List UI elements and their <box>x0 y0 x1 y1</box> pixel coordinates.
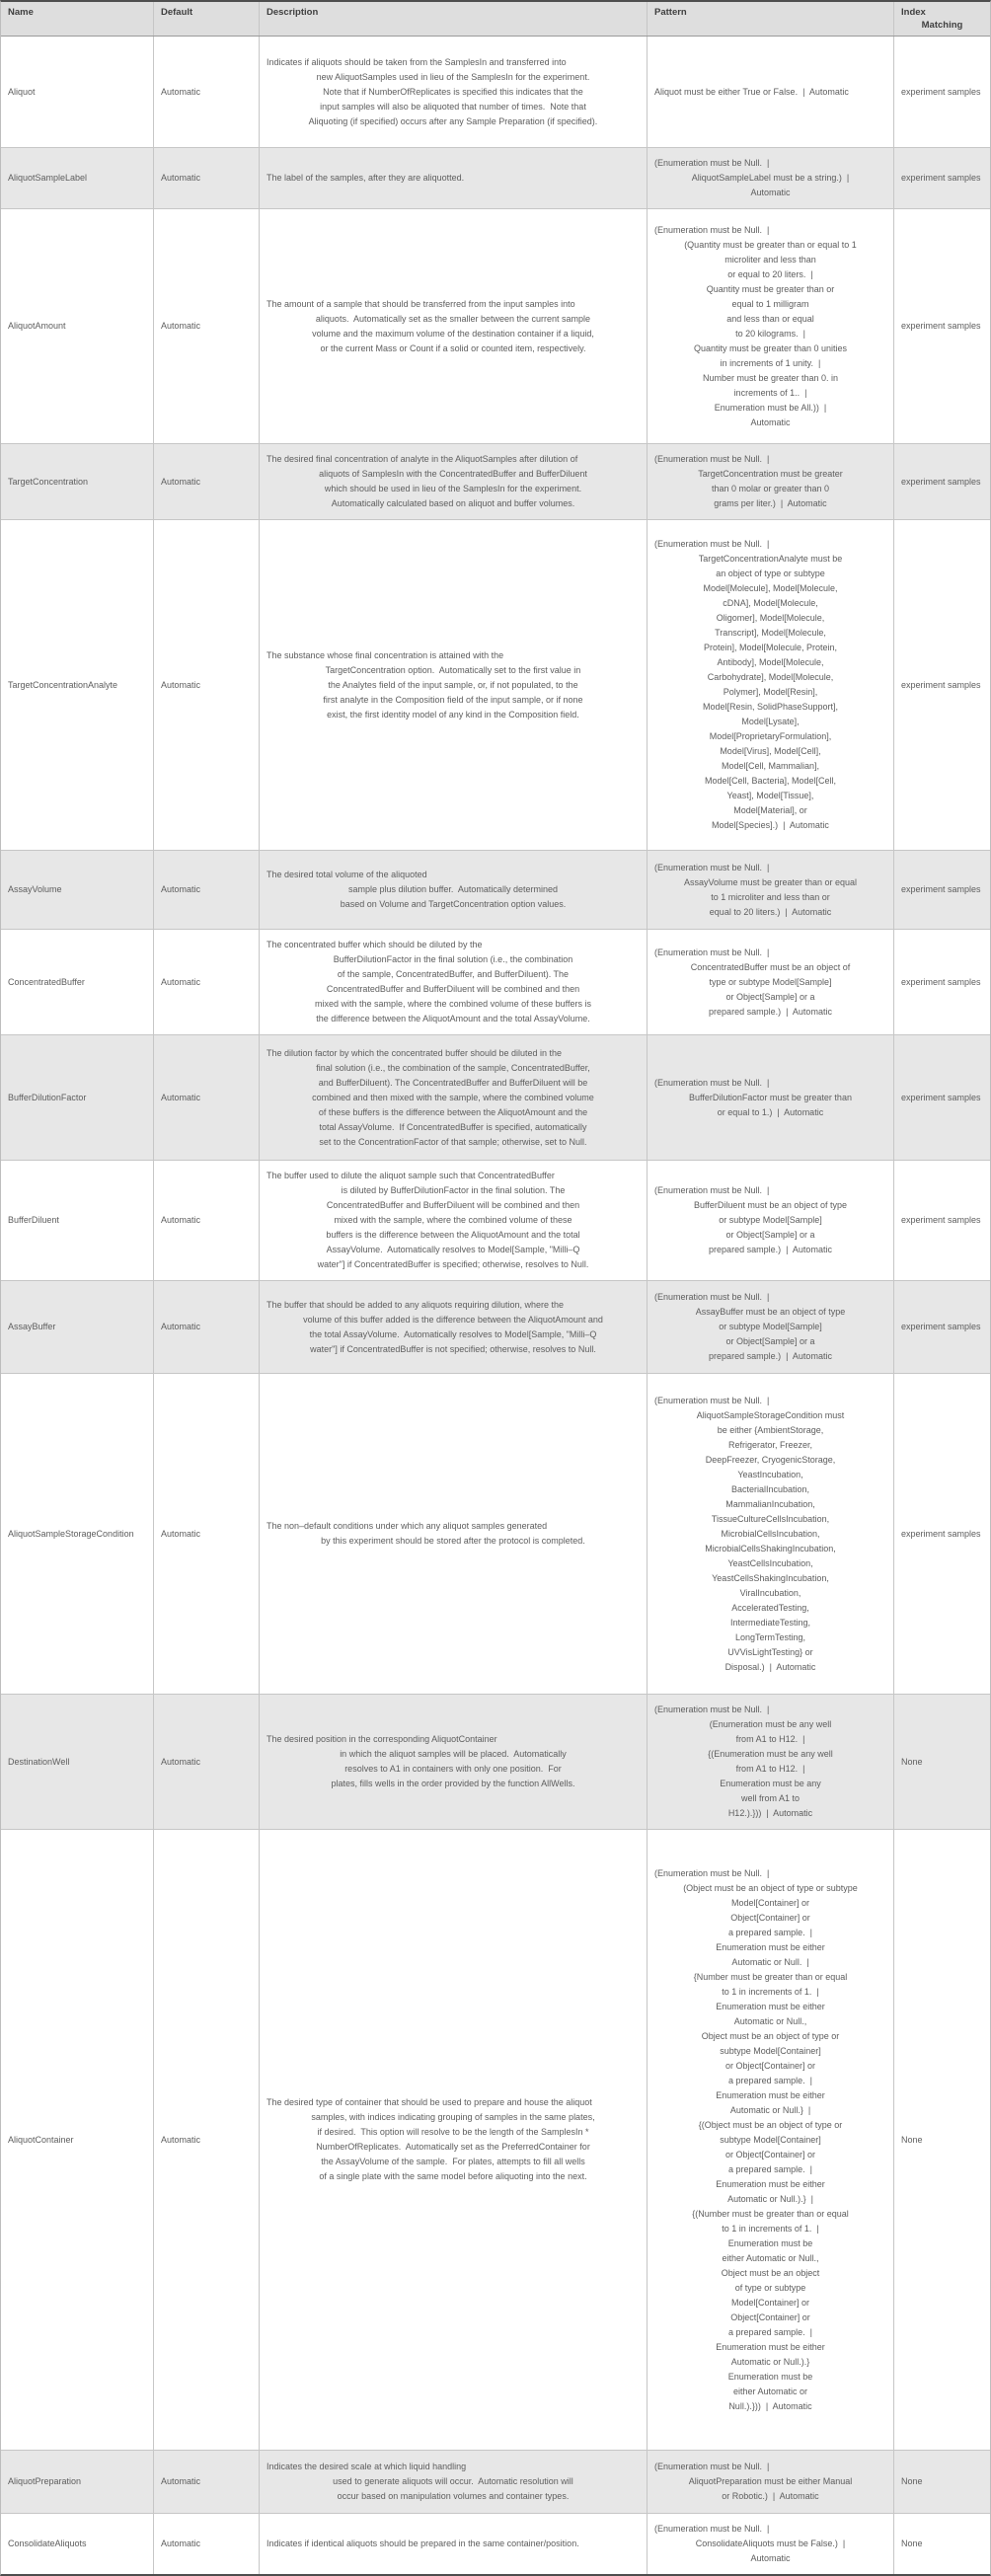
option-name: AliquotSampleStorageCondition <box>1 1374 154 1694</box>
option-description: The substance whose final concentration is attained with the TargetConcentration option. Automatically set to the first value in the Analytes field of the input sample, or, if not populated, to the first analyte in the Composition field of the input sample, or if none exist, the first identity model of any kind in the Composition field. <box>260 520 648 850</box>
option-index-matching: experiment samples <box>901 86 981 97</box>
option-pattern: (Enumeration must be Null. | ConsolidateAliquots must be False.) | Automatic <box>648 2514 894 2574</box>
option-pattern: (Enumeration must be Null. | AliquotSampleLabel must be a string.) | Automatic <box>648 148 894 208</box>
option-index-matching: experiment samples <box>901 173 981 183</box>
option-pattern: (Enumeration must be Null. | AssayBuffer must be an object of type or subtype Model[Sample] or Object[Sample] or a prepared sample.) | Automatic <box>648 1281 894 1373</box>
option-default: Automatic <box>154 2514 260 2574</box>
option-index-matching: None <box>901 2538 923 2548</box>
option-description: The buffer used to dilute the aliquot sample such that ConcentratedBuffer is diluted by BufferDilutionFactor in the final solution. The ConcentratedBuffer and BufferDiluent will be combined and then mixed with the sample, where the combined volume of these buffers is the difference between the AliquotAmount and the total AssayVolume. Automatically resolves to Model[Sample, "Milli–Q water"] if ConcentratedBuffer is specified; otherwise, resolves to Null. <box>260 1161 648 1280</box>
option-name: TargetConcentrationAnalyte <box>1 520 154 850</box>
table-row-aliquotsamplelabel <box>1 148 990 209</box>
option-pattern: (Enumeration must be Null. | AssayVolume must be greater than or equal to 1 microliter and less than or equal to 20 liters.) | Automatic <box>648 851 894 929</box>
option-index-matching: experiment samples <box>901 1215 981 1225</box>
option-name: ConcentratedBuffer <box>1 930 154 1034</box>
option-default: Automatic <box>154 1161 260 1280</box>
header-default: Default <box>154 2 260 36</box>
table-row-assaybuffer <box>1 1281 990 1374</box>
option-description: Indicates if aliquots should be taken from the SamplesIn and transferred into new AliquotSamples used in lieu of the SamplesIn for the experiment. Note that if NumberOfReplicates is specified this indicates that the input samples will also be aliquoted that number of times. Note that Aliquoting (if specified) occurs after any Sample Preparation (if specified). <box>260 37 648 147</box>
option-pattern: Aliquot must be either True or False. | Automatic <box>648 37 894 147</box>
option-description: The desired final concentration of analyte in the AliquotSamples after dilution of aliquots of SamplesIn with the ConcentratedBuffer and BufferDiluent which should be used in lieu of the SamplesIn for the experiment. Automatically calculated based on aliquot and buffer volumes. <box>260 444 648 519</box>
option-description: The desired type of container that should be used to prepare and house the aliquot samples, with indices indicating grouping of samples in the same plates, if desired. This option will resolve to be the length of the SamplesIn * NumberOfReplicates. Automatically set as the PreferredContainer for the AssayVolume of the sample. For plates, attempts to fill all wells of a single plate with the same model before aliquoting into the next. <box>260 1830 648 2450</box>
option-default: Automatic <box>154 148 260 208</box>
option-default: Automatic <box>154 209 260 443</box>
option-default: Automatic <box>154 444 260 519</box>
option-default: Automatic <box>154 1830 260 2450</box>
table-header-row <box>1 2 990 37</box>
option-index-matching: experiment samples <box>901 321 981 331</box>
option-index-matching: None <box>901 1756 923 1767</box>
option-pattern: (Enumeration must be Null. | ConcentratedBuffer must be an object of type or subtype Model[Sample] or Object[Sample] or a prepared sample.) | Automatic <box>648 930 894 1034</box>
table-row-concentratedbuffer <box>1 930 990 1035</box>
option-index-matching: None <box>901 2476 923 2486</box>
option-description: The desired position in the corresponding AliquotContainer in which the aliquot samples will be placed. Automatically resolves to A1 in containers with only one position. For plates, fills wells in the order provided by the function AllWells. <box>260 1695 648 1829</box>
option-description: The buffer that should be added to any aliquots requiring dilution, where the volume of this buffer added is the difference between the AliquotAmount and the total AssayVolume. Automatically resolves to Model[Sample, "Milli–Q water"] if ConcentratedBuffer is not specified; otherwise, resolves to Null. <box>260 1281 648 1373</box>
option-default: Automatic <box>154 1374 260 1694</box>
option-index-matching: experiment samples <box>901 1322 981 1331</box>
option-name: DestinationWell <box>1 1695 154 1829</box>
option-index-matching: experiment samples <box>901 1092 981 1102</box>
option-pattern: (Enumeration must be Null. | TargetConcentrationAnalyte must be an object of type or subtype Model[Molecule], Model[Molecule, cDNA], Model[Molecule, Oligomer], Model[Molecule, Transcript], Model[Molecule, Protein], Model[Molecule, Protein, Antibody], Model[Molecule, Carbohydrate], Model[Molecule, Polymer], Model[Resin], Model[Resin, SolidPhaseSupport], Model[Lysate], Model[ProprietaryFormulation], Model[Virus], Model[Cell], Model[Cell, Mammalian], Model[Cell, Bacteria], Model[Cell, Yeast], Model[Tissue], Model[Material], or Model[Species].) | Automatic <box>648 520 894 850</box>
table-row-targetconcentration <box>1 444 990 520</box>
option-description: The concentrated buffer which should be diluted by the BufferDilutionFactor in the final solution (i.e., the combination of the sample, ConcentratedBuffer, and BufferDiluent). The ConcentratedBuffer and BufferDiluent will be combined and then mixed with the sample, where the combined volume of these buffers is the difference between the AliquotAmount and the total AssayVolume. <box>260 930 648 1034</box>
table-row-destinationwell <box>1 1695 990 1830</box>
option-pattern: (Enumeration must be Null. | AliquotPreparation must be either Manual or Robotic.) | Automatic <box>648 2451 894 2513</box>
header-name: Name <box>1 2 154 36</box>
option-pattern: (Enumeration must be Null. | (Object must be an object of type or subtype Model[Container] or Object[Container] or a prepared sample. | Enumeration must be either Automatic or Null. | {Number must be greater than or equal to 1 in increments of 1. | Enumeration must be either Automatic or Null., Object must be an object of type or subtype Model[Container] or Object[Container] or a prepared sample. | Enumeration must be either Automatic or Null.} | {(Object must be an object of type or subtype Model[Container] or Object[Container] or a prepared sample. | Enumeration must be either Automatic or Null.).} | {(Number must be greater than or equal to 1 in increments of 1. | Enumeration must be either Automatic or Null., Object must be an object of type or subtype Model[Container] or Object[Container] or a prepared sample. | Enumeration must be either Automatic or Null.).} Enumeration must be either Automatic or Null.).})) | Automatic <box>648 1830 894 2450</box>
option-description: The amount of a sample that should be transferred from the input samples into aliquots. Automatically set as the smaller between the current sample volume and the maximum volume of the destination container if a liquid, or the current Mass or Count if a solid or counted item, respectively. <box>260 209 648 443</box>
table-row-aliquotpreparation <box>1 2451 990 2514</box>
header-description: Description <box>260 2 648 36</box>
option-pattern: (Enumeration must be Null. | AliquotSampleStorageCondition must be either {AmbientStorage, Refrigerator, Freezer, DeepFreezer, CryogenicStorage, YeastIncubation, BacterialIncubation, MammalianIncubation, TissueCultureCellsIncubation, MicrobialCellsIncubation, MicrobialCellsShakingIncubation, YeastCellsIncubation, YeastCellsShakingIncubation, ViralIncubation, AcceleratedTesting, IntermediateTesting, LongTermTesting, UVVisLightTesting} or Disposal.) | Automatic <box>648 1374 894 1694</box>
table-row-aliquotamount <box>1 209 990 444</box>
option-name: ConsolidateAliquots <box>1 2514 154 2574</box>
header-pattern: Pattern <box>648 2 894 36</box>
option-default: Automatic <box>154 851 260 929</box>
option-name: TargetConcentration <box>1 444 154 519</box>
option-index-matching: experiment samples <box>901 1528 981 1539</box>
option-pattern: (Enumeration must be Null. | TargetConcentration must be greater than 0 molar or greater than 0 grams per liter.) | Automatic <box>648 444 894 519</box>
option-default: Automatic <box>154 1695 260 1829</box>
option-name: AssayVolume <box>1 851 154 929</box>
table-row-targetconcentrationanalyte <box>1 520 990 851</box>
option-name: AliquotAmount <box>1 209 154 443</box>
option-description: Indicates if identical aliquots should be prepared in the same container/position. <box>260 2514 648 2574</box>
option-index-matching: None <box>901 2134 923 2145</box>
table-row-aliquotcontainer <box>1 1830 990 2451</box>
option-index-matching: experiment samples <box>901 976 981 987</box>
option-index-matching: experiment samples <box>901 476 981 487</box>
header-index-matching: Index Matching <box>901 7 963 31</box>
table-row-assayvolume <box>1 851 990 930</box>
option-pattern: (Enumeration must be Null. | (Quantity must be greater than or equal to 1 microliter and less than or equal to 20 liters. | Quantity must be greater than or equal to 1 milligram and less than or equal to 20 kilograms. | Quantity must be greater than 0 unities in increments of 1 unity. | Number must be greater than 0. in increments of 1.. | Enumeration must be All.)) | Automatic <box>648 209 894 443</box>
option-pattern: (Enumeration must be Null. | (Enumeration must be any well from A1 to H12. | {(Enumeration must be any well from A1 to H12. | Enumeration must be any well from A1 to H12.).})) | Automatic <box>648 1695 894 1829</box>
option-default: Automatic <box>154 520 260 850</box>
option-name: AliquotSampleLabel <box>1 148 154 208</box>
table-row-bufferdilutionfactor <box>1 1035 990 1161</box>
option-pattern: (Enumeration must be Null. | BufferDilutionFactor must be greater than or equal to 1.) | Automatic <box>648 1035 894 1160</box>
option-default: Automatic <box>154 1035 260 1160</box>
option-name: AliquotContainer <box>1 1830 154 2450</box>
option-default: Automatic <box>154 930 260 1034</box>
table-row-aliquotsamplestoragecondition <box>1 1374 990 1695</box>
option-name: Aliquot <box>1 37 154 147</box>
option-pattern: (Enumeration must be Null. | BufferDiluent must be an object of type or subtype Model[Sample] or Object[Sample] or a prepared sample.) | Automatic <box>648 1161 894 1280</box>
option-description: The label of the samples, after they are aliquotted. <box>260 148 648 208</box>
option-description: The non–default conditions under which any aliquot samples generated by this experiment should be stored after the protocol is completed. <box>260 1374 648 1694</box>
option-description: Indicates the desired scale at which liquid handling used to generate aliquots will occur. Automatic resolution will occur based on manipulation volumes and container types. <box>260 2451 648 2513</box>
option-name: BufferDiluent <box>1 1161 154 1280</box>
table-row-aliquot <box>1 37 990 148</box>
option-index-matching: experiment samples <box>901 884 981 894</box>
option-name: AssayBuffer <box>1 1281 154 1373</box>
option-index-matching: experiment samples <box>901 679 981 690</box>
option-name: AliquotPreparation <box>1 2451 154 2513</box>
table-row-consolidatealiquots <box>1 2514 990 2574</box>
option-name: BufferDilutionFactor <box>1 1035 154 1160</box>
table-row-bufferdiluent <box>1 1161 990 1281</box>
option-description: The dilution factor by which the concentrated buffer should be diluted in the final solution (i.e., the combination of the sample, ConcentratedBuffer, and BufferDiluent). The ConcentratedBuffer and BufferDiluent will be combined and then mixed with the sample, where the combined volume of these buffers is the difference between the AliquotAmount and the total AssayVolume. If ConcentratedBuffer is specified, automatically set to the ConcentrationFactor of that sample; otherwise, set to Null. <box>260 1035 648 1160</box>
option-default: Automatic <box>154 37 260 147</box>
option-default: Automatic <box>154 1281 260 1373</box>
option-default: Automatic <box>154 2451 260 2513</box>
option-description: The desired total volume of the aliquoted sample plus dilution buffer. Automatically determined based on Volume and TargetConcentration option values. <box>260 851 648 929</box>
